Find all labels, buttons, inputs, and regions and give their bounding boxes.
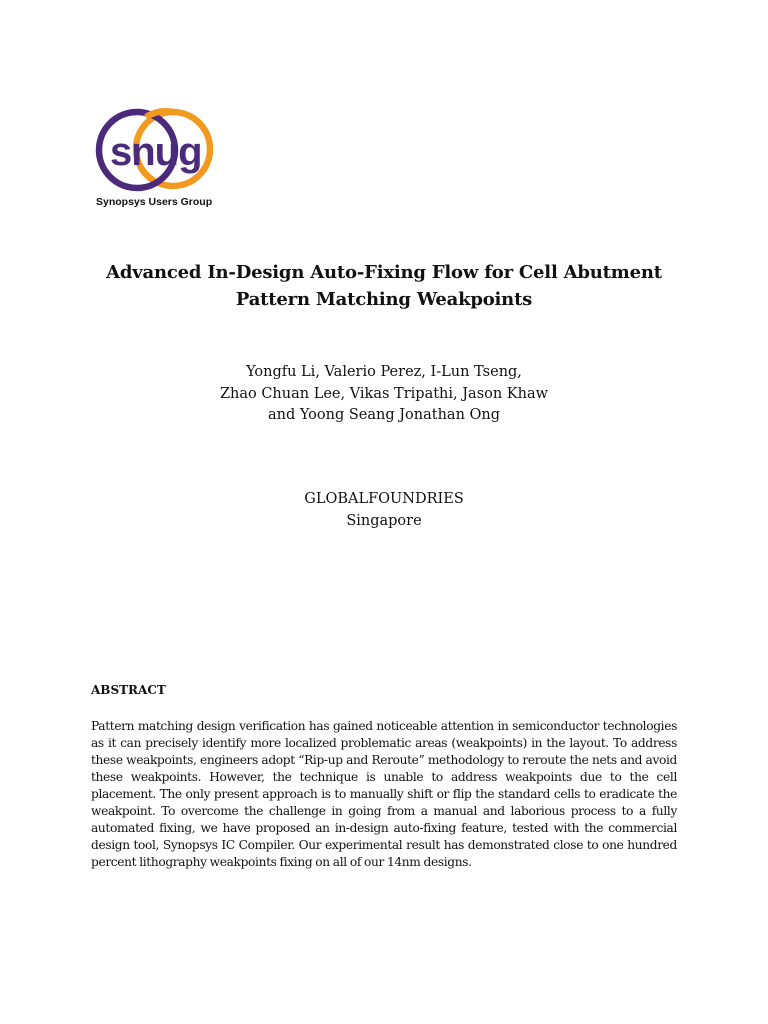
abstract-heading: ABSTRACT [91,683,166,697]
snug-logo-icon [94,105,224,197]
logo-wordmark: snug [110,130,202,174]
author-line-1: Yongfu Li, Valerio Perez, I-Lun Tseng, [246,364,522,380]
snug-logo [94,105,224,213]
logo-caption: Synopsys Users Group [96,196,213,208]
abstract-body: Pattern matching design verification has gained noticeable attention in semiconductor technologies as it can precisely identify more localized problematic areas (weakpoints) in the layout. To address these weakpoints, engineers adopt “Rip-up and Reroute” methodology to reroute the nets and avoid these weakpoints. However, the technique is unable to address weakpoints due to the cell placement. The only present approach is to manually shift or flip the standard cells to eradicate the weakpoint. To overcome the challenge in going from a manual and laborious process to a fully automated fixing, we have proposed an in-design auto-fixing feature, tested with the commercial design tool, Synopsys IC Compiler. Our experimental result has demonstrated close to one hundred percent lithography weakpoints fixing on all of our 14nm designs. [91,719,677,869]
paper-title-line-2: Pattern Matching Weakpoints [235,289,533,310]
paper-title-line-1: Advanced In-Design Auto-Fixing Flow for Cell Abutment [106,262,662,283]
affiliation-organization: GLOBALFOUNDRIES [304,491,464,507]
affiliation-location: Singapore [346,513,422,529]
author-line-3: and Yoong Seang Jonathan Ong [267,407,501,423]
author-line-2: Zhao Chuan Lee, Vikas Tripathi, Jason Khaw [219,386,549,402]
